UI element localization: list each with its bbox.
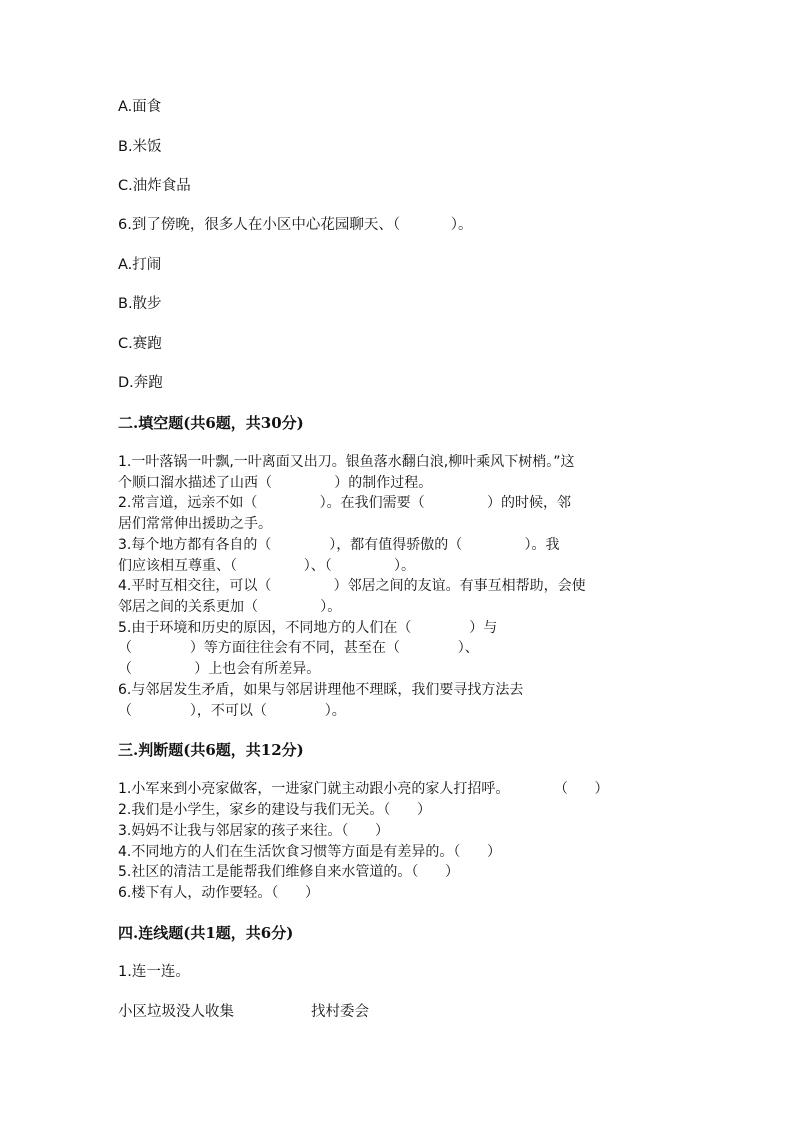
judge-line: 1.小军来到小亮家做客，一进家门就主动跟小亮的家人打招呼。 （ ） <box>118 781 609 797</box>
option-c: C.赛跑 <box>118 336 162 352</box>
fill-line: 们应该相互尊重、（ ）、（ ）。 <box>118 558 416 574</box>
matching-right-item: 找村委会 <box>311 1004 369 1020</box>
fill-line: 4.平时互相交往，可以（ ）邻居之间的友谊。有事互相帮助，会使 <box>118 578 586 594</box>
fill-line: 邻居之间的关系更加（ ）。 <box>118 599 342 615</box>
fill-line: 6.与邻居发生矛盾，如果与邻居讲理他不理睬，我们要寻找方法去 <box>118 682 524 698</box>
section-header-matching: 四.连线题(共1题，共6分) <box>118 924 294 942</box>
option-b-rice: B.米饭 <box>118 139 162 155</box>
section-header-true-false: 三.判断题(共6题，共12分) <box>118 741 304 759</box>
option-b: B.散步 <box>118 296 162 312</box>
fill-line: （ ）等方面往往会有不同，甚至在（ ）、 <box>118 640 479 656</box>
judge-line: 2.我们是小学生，家乡的建设与我们无关。（ ） <box>118 802 432 818</box>
matching-left-item: 小区垃圾没人收集 <box>118 1004 234 1020</box>
option-a: A.打闹 <box>118 257 162 273</box>
fill-line: 5.由于环境和历史的原因，不同地方的人们在（ ）与 <box>118 620 498 636</box>
fill-line: 居们常常伸出援助之手。 <box>118 516 272 532</box>
judge-line: 3.妈妈不让我与邻居家的孩子来往。（ ） <box>118 823 390 839</box>
fill-line: 1.一叶落锅一叶飘,一叶离面又出刀。银鱼落水翻白浪,柳叶乘风下树梢。”这 <box>118 454 575 470</box>
judge-line: 6.楼下有人，动作要轻。（ ） <box>118 885 320 901</box>
judge-line: 4.不同地方的人们在生活饮食习惯等方面是有差异的。（ ） <box>118 844 502 860</box>
question-6-stem: 6.到了傍晚，很多人在小区中心花园聊天、（ ）。 <box>118 217 473 233</box>
judge-line: 5.社区的清洁工是能帮我们维修自来水管道的。（ ） <box>118 864 460 880</box>
fill-line: （ ）上也会有所差异。 <box>118 661 321 677</box>
fill-line: （ ），不可以（ ）。 <box>118 703 346 719</box>
fill-line: 2.常言道，远亲不如（ ）。在我们需要（ ）的时候，邻 <box>118 495 571 511</box>
option-d: D.奔跑 <box>118 375 163 391</box>
option-a-noodles: A.面食 <box>118 99 162 115</box>
matching-question: 1.连一连。 <box>118 964 190 980</box>
fill-line: 个顺口溜水描述了山西（ ）的制作过程。 <box>118 475 433 491</box>
option-c-fried-food: C.油炸食品 <box>118 178 191 194</box>
section-header-fill-in: 二.填空题(共6题，共30分) <box>118 414 304 432</box>
fill-line: 3.每个地方都有各自的（ ），都有值得骄傲的（ ）。我 <box>118 537 560 553</box>
